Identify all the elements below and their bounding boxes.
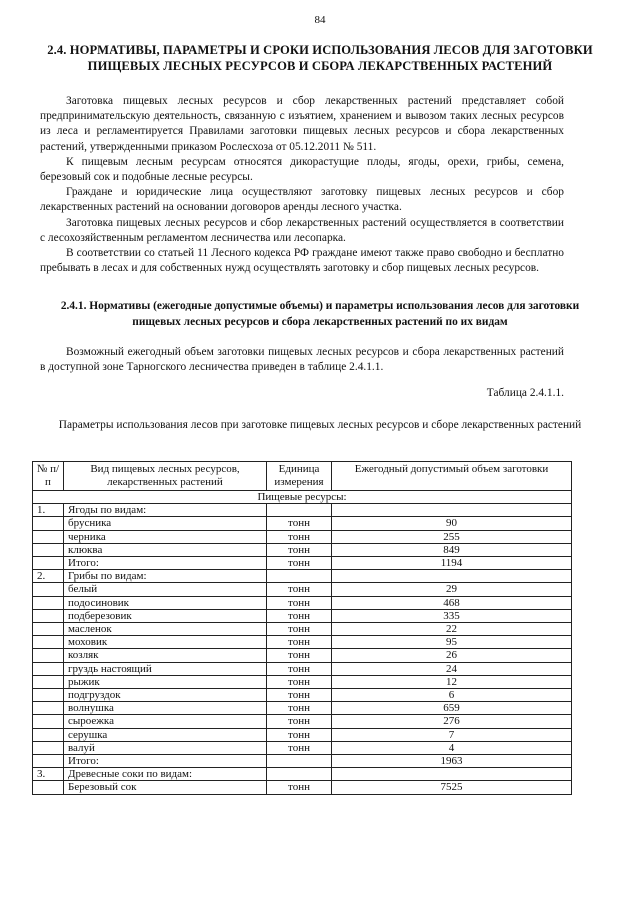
cell-unit: тонн [267,662,332,675]
cell-volume: 12 [332,675,572,688]
cell-number [33,543,64,556]
page-number: 84 [314,14,326,26]
table-row [33,623,572,636]
table-row [33,557,572,570]
cell-volume: 1194 [332,557,572,570]
cell-volume: 24 [332,662,572,675]
cell-volume [332,504,572,517]
table-row [33,636,572,649]
cell-volume: 22 [332,623,572,636]
cell-number [33,662,64,675]
table-row [33,609,572,622]
table-row [33,662,572,675]
cell-volume: 95 [332,636,572,649]
cell-resource: подберезовик [64,609,267,622]
cell-volume: 849 [332,543,572,556]
table-header-row [33,462,572,491]
table-title: Параметры использования лесов при заготовке пищевых лесных ресурсов и сборе лекарственных растений [58,419,582,431]
cell-volume: 4 [332,741,572,754]
cell-number [33,689,64,702]
cell-volume: 90 [332,517,572,530]
cell-resource: масленок [64,623,267,636]
cell-number [33,675,64,688]
table-row [33,570,572,583]
cell-unit [267,570,332,583]
group-row [33,491,572,504]
cell-volume: 1963 [332,755,572,768]
table-row [33,517,572,530]
table-row [33,675,572,688]
cell-resource: Березовый сок [64,781,267,794]
cell-number [33,596,64,609]
table-row [33,768,572,781]
cell-number [33,755,64,768]
table-row [33,781,572,794]
cell-resource: Ягоды по видам: [64,504,267,517]
table-row [33,741,572,754]
cell-unit: тонн [267,583,332,596]
cell-number [33,781,64,794]
cell-unit: тонн [267,596,332,609]
cell-number [33,715,64,728]
cell-unit: тонн [267,702,332,715]
cell-resource: рыжик [64,675,267,688]
cell-volume: 29 [332,583,572,596]
cell-volume: 26 [332,649,572,662]
cell-number [33,649,64,662]
cell-unit [267,755,332,768]
cell-number [33,609,64,622]
table-caption: Таблица 2.4.1.1. [486,387,564,399]
col-header-resource: Вид пищевых лесных ресурсов, лекарственных растений [64,462,267,491]
cell-number [33,702,64,715]
paragraph: Граждане и юридические лица осуществляют заготовку пищевых лесных ресурсов и сбор лекарственных растений на основании договоров аренды лесного участка. [40,186,564,214]
table-row [33,689,572,702]
cell-unit: тонн [267,675,332,688]
resources-table [32,461,572,795]
cell-number [33,636,64,649]
cell-unit: тонн [267,636,332,649]
cell-resource: клюква [64,543,267,556]
cell-unit: тонн [267,715,332,728]
cell-unit: тонн [267,609,332,622]
cell-resource: моховик [64,636,267,649]
cell-unit: тонн [267,781,332,794]
cell-resource: Итого: [64,557,267,570]
cell-resource: брусника [64,517,267,530]
table-row [33,649,572,662]
table-row [33,583,572,596]
cell-unit: тонн [267,728,332,741]
col-header-number: № п/п [33,462,64,491]
section-title: 2.4. НОРМАТИВЫ, ПАРАМЕТРЫ И СРОКИ ИСПОЛЬЗОВАНИЯ ЛЕСОВ ДЛЯ ЗАГОТОВКИ ПИЩЕВЫХ ЛЕСНЫХ РЕСУРСОВ И СБОРА ЛЕКАРСТВЕННЫХ РАСТЕНИЙ [47,43,593,73]
cell-volume: 335 [332,609,572,622]
cell-unit: тонн [267,543,332,556]
cell-volume: 659 [332,702,572,715]
cell-resource: подосиновик [64,596,267,609]
cell-resource: валуй [64,741,267,754]
col-header-volume: Ежегодный допустимый объем заготовки [332,462,572,491]
intro-text [40,94,564,276]
subsection-text [40,345,564,375]
cell-resource: Итого: [64,755,267,768]
cell-volume: 7525 [332,781,572,794]
cell-resource: груздь настоящий [64,662,267,675]
cell-unit [267,504,332,517]
col-header-unit: Единица измерения [267,462,332,491]
table-row [33,755,572,768]
cell-unit: тонн [267,517,332,530]
cell-number: 1. [33,504,64,517]
cell-volume: 276 [332,715,572,728]
cell-volume [332,570,572,583]
cell-number: 2. [33,570,64,583]
cell-number [33,530,64,543]
cell-number: 3. [33,768,64,781]
cell-resource: волнушка [64,702,267,715]
cell-unit: тонн [267,557,332,570]
cell-number [33,623,64,636]
cell-resource: подгруздок [64,689,267,702]
cell-number [33,728,64,741]
cell-number [33,583,64,596]
paragraph: Заготовка пищевых лесных ресурсов и сбор лекарственных растений осуществляется в соответствии с лесохозяйственным регламентом лесничества или лесопарка. [40,216,564,244]
cell-resource: Древесные соки по видам: [64,768,267,781]
cell-unit: тонн [267,530,332,543]
cell-unit: тонн [267,649,332,662]
cell-volume: 255 [332,530,572,543]
cell-resource: черника [64,530,267,543]
group-title: Пищевые ресурсы: [33,491,572,504]
table-row [33,702,572,715]
subsection-title: 2.4.1. Нормативы (ежегодные допустимые объемы) и параметры использования лесов для заготовки пищевых лесных ресурсов и сбора лекарственных растений по их видам [60,300,580,328]
cell-resource: сыроежка [64,715,267,728]
paragraph: Возможный ежегодный объем заготовки пищевых лесных ресурсов и сбора лекарственных растений в доступной зоне Тарногского лесничества приведен в таблице 2.4.1.1. [40,346,564,374]
cell-volume: 7 [332,728,572,741]
cell-number [33,741,64,754]
cell-unit: тонн [267,741,332,754]
table-row [33,504,572,517]
cell-resource: козляк [64,649,267,662]
cell-unit: тонн [267,623,332,636]
cell-resource: Грибы по видам: [64,570,267,583]
cell-resource: белый [64,583,267,596]
cell-number [33,517,64,530]
paragraph: К пищевым лесным ресурсам относятся дикорастущие плоды, ягоды, орехи, грибы, семена, березовый сок и подобные лесные ресурсы. [40,155,564,184]
cell-unit [267,768,332,781]
table-row [33,530,572,543]
cell-volume [332,768,572,781]
cell-resource: серушка [64,728,267,741]
table-row [33,543,572,556]
cell-volume: 468 [332,596,572,609]
cell-unit: тонн [267,689,332,702]
table-row [33,728,572,741]
table-row [33,596,572,609]
table-row [33,715,572,728]
cell-volume: 6 [332,689,572,702]
paragraph: В соответствии со статьей 11 Лесного кодекса РФ граждане имеют также право свободно и бесплатно пребывать в лесах и для собственных нужд осуществлять заготовку и сбор пищевых лесных ресурсов. [40,247,564,275]
cell-number [33,557,64,570]
paragraph: Заготовка пищевых лесных ресурсов и сбор лекарственных растений представляет собой предпринимательскую деятельность, связанную с изъятием, хранением и вывозом таких лесных ресурсов из леса и регламентируется Правилами заготовки пищевых лесных ресурсов и сбора лекарственных растений, утвержденными приказом Рослесхоза от 05.12.2011 № 511. [40,95,564,153]
